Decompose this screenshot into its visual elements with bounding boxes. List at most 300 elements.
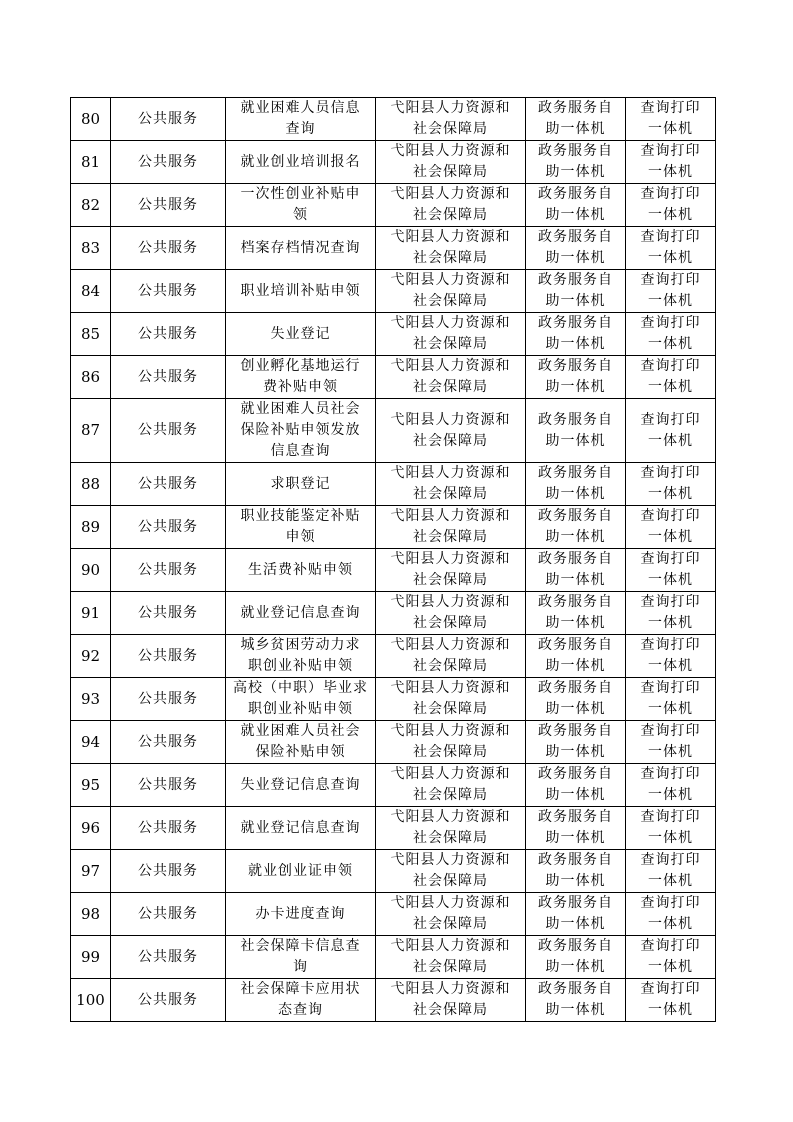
department-cell xyxy=(376,270,526,313)
device-line: 一体机 xyxy=(648,379,693,395)
service-item-cell xyxy=(226,356,376,399)
channel-line: 政务服务自 xyxy=(538,680,613,696)
channel-cell xyxy=(526,721,626,764)
department-line: 社会保障局 xyxy=(413,787,488,803)
channel-cell xyxy=(526,678,626,721)
row-number-cell: 93 xyxy=(71,678,111,721)
category-cell: 公共服务 xyxy=(111,721,226,764)
row-number-cell: 86 xyxy=(71,356,111,399)
device-line: 查询打印 xyxy=(640,229,701,245)
device-line: 一体机 xyxy=(648,164,693,180)
channel-line: 政务服务自 xyxy=(538,766,613,782)
device-line: 查询打印 xyxy=(640,895,701,911)
channel-line: 助一体机 xyxy=(545,959,606,975)
row-number-cell: 85 xyxy=(71,313,111,356)
device-line: 查询打印 xyxy=(640,186,701,202)
department-cell xyxy=(376,98,526,141)
service-item-cell xyxy=(226,506,376,549)
category-cell: 公共服务 xyxy=(111,313,226,356)
department-line: 弋阳县人力资源和 xyxy=(390,229,511,245)
service-item-line: 费补贴申领 xyxy=(263,379,338,395)
department-cell xyxy=(376,184,526,227)
row-number-cell: 81 xyxy=(71,141,111,184)
service-item-cell xyxy=(226,549,376,592)
department-cell xyxy=(376,721,526,764)
channel-cell xyxy=(526,936,626,979)
service-item-line: 态查询 xyxy=(278,1002,323,1018)
department-cell xyxy=(376,678,526,721)
channel-cell xyxy=(526,764,626,807)
service-item-line: 职创业补贴申领 xyxy=(248,658,353,674)
device-cell xyxy=(626,399,716,463)
device-line: 查询打印 xyxy=(640,100,701,116)
device-cell xyxy=(626,678,716,721)
service-item-line: 申领 xyxy=(285,529,316,545)
category-cell: 公共服务 xyxy=(111,399,226,463)
department-line: 社会保障局 xyxy=(413,529,488,545)
channel-line: 助一体机 xyxy=(545,916,606,932)
device-cell xyxy=(626,592,716,635)
service-item-line: 就业困难人员社会 xyxy=(240,401,361,417)
table-body xyxy=(71,98,716,1022)
channel-line: 助一体机 xyxy=(545,336,606,352)
service-item-line: 保险补贴申领 xyxy=(255,744,346,760)
row-number-cell: 89 xyxy=(71,506,111,549)
department-cell xyxy=(376,936,526,979)
channel-cell xyxy=(526,893,626,936)
department-line: 弋阳县人力资源和 xyxy=(390,508,511,524)
department-line: 社会保障局 xyxy=(413,1002,488,1018)
service-item-line: 就业困难人员社会 xyxy=(240,723,361,739)
device-line: 查询打印 xyxy=(640,594,701,610)
device-line: 一体机 xyxy=(648,572,693,588)
channel-line: 政务服务自 xyxy=(538,637,613,653)
department-line: 社会保障局 xyxy=(413,432,488,449)
channel-line: 助一体机 xyxy=(545,1002,606,1018)
category-cell: 公共服务 xyxy=(111,184,226,227)
channel-line: 政务服务自 xyxy=(538,723,613,739)
channel-line: 政务服务自 xyxy=(538,809,613,825)
table-row xyxy=(71,936,716,979)
device-cell xyxy=(626,807,716,850)
service-item-cell xyxy=(226,141,376,184)
service-item-cell xyxy=(226,721,376,764)
service-item-cell xyxy=(226,979,376,1022)
department-cell xyxy=(376,979,526,1022)
department-line: 弋阳县人力资源和 xyxy=(390,680,511,696)
device-line: 查询打印 xyxy=(640,411,701,428)
department-line: 社会保障局 xyxy=(413,959,488,975)
channel-line: 助一体机 xyxy=(545,658,606,674)
table-row xyxy=(71,807,716,850)
table-row xyxy=(71,506,716,549)
row-number-cell: 96 xyxy=(71,807,111,850)
row-number-cell: 82 xyxy=(71,184,111,227)
device-cell xyxy=(626,270,716,313)
channel-line: 政务服务自 xyxy=(538,272,613,288)
channel-line: 政务服务自 xyxy=(538,938,613,954)
table-row xyxy=(71,592,716,635)
device-cell xyxy=(626,635,716,678)
service-item-cell xyxy=(226,313,376,356)
service-item-cell xyxy=(226,399,376,463)
device-line: 查询打印 xyxy=(640,551,701,567)
service-item-cell xyxy=(226,807,376,850)
department-line: 社会保障局 xyxy=(413,916,488,932)
channel-line: 助一体机 xyxy=(545,572,606,588)
service-item-cell xyxy=(226,184,376,227)
department-line: 弋阳县人力资源和 xyxy=(390,637,511,653)
table-row xyxy=(71,98,716,141)
department-cell xyxy=(376,850,526,893)
department-line: 社会保障局 xyxy=(413,293,488,309)
channel-cell xyxy=(526,184,626,227)
service-item-line: 就业困难人员信息 xyxy=(240,100,361,116)
device-line: 一体机 xyxy=(648,250,693,266)
service-item-line: 就业登记信息查询 xyxy=(240,819,361,836)
department-cell xyxy=(376,313,526,356)
channel-line: 政务服务自 xyxy=(538,895,613,911)
service-item-cell xyxy=(226,678,376,721)
row-number-cell: 87 xyxy=(71,399,111,463)
department-cell xyxy=(376,807,526,850)
device-line: 一体机 xyxy=(648,121,693,137)
category-cell: 公共服务 xyxy=(111,807,226,850)
channel-cell xyxy=(526,463,626,506)
department-line: 弋阳县人力资源和 xyxy=(390,895,511,911)
device-line: 一体机 xyxy=(648,744,693,760)
device-line: 查询打印 xyxy=(640,143,701,159)
device-cell xyxy=(626,184,716,227)
channel-line: 政务服务自 xyxy=(538,100,613,116)
department-line: 社会保障局 xyxy=(413,207,488,223)
department-line: 社会保障局 xyxy=(413,701,488,717)
device-line: 一体机 xyxy=(648,658,693,674)
row-number-cell: 98 xyxy=(71,893,111,936)
device-line: 一体机 xyxy=(648,1002,693,1018)
category-cell: 公共服务 xyxy=(111,270,226,313)
service-item-line: 一次性创业补贴申 xyxy=(240,186,361,202)
device-line: 查询打印 xyxy=(640,315,701,331)
service-item-line: 保险补贴申领发放 xyxy=(240,422,361,438)
device-cell xyxy=(626,979,716,1022)
department-line: 社会保障局 xyxy=(413,830,488,846)
table-row xyxy=(71,463,716,506)
table-row xyxy=(71,141,716,184)
department-line: 弋阳县人力资源和 xyxy=(390,852,511,868)
channel-line: 政务服务自 xyxy=(538,229,613,245)
device-cell xyxy=(626,313,716,356)
department-line: 社会保障局 xyxy=(413,658,488,674)
device-cell xyxy=(626,506,716,549)
department-line: 弋阳县人力资源和 xyxy=(390,809,511,825)
category-cell: 公共服务 xyxy=(111,893,226,936)
service-table xyxy=(70,97,716,1022)
category-cell: 公共服务 xyxy=(111,678,226,721)
device-cell xyxy=(626,850,716,893)
department-cell xyxy=(376,463,526,506)
table-row xyxy=(71,549,716,592)
channel-line: 助一体机 xyxy=(545,293,606,309)
service-item-line: 高校（中职）毕业求 xyxy=(233,680,368,696)
device-cell xyxy=(626,549,716,592)
table-row xyxy=(71,184,716,227)
category-cell: 公共服务 xyxy=(111,549,226,592)
device-line: 查询打印 xyxy=(640,938,701,954)
service-item-line: 办卡进度查询 xyxy=(255,905,346,922)
category-cell: 公共服务 xyxy=(111,227,226,270)
channel-cell xyxy=(526,270,626,313)
department-line: 弋阳县人力资源和 xyxy=(390,465,511,481)
device-cell xyxy=(626,893,716,936)
device-line: 一体机 xyxy=(648,787,693,803)
row-number-cell: 91 xyxy=(71,592,111,635)
department-line: 弋阳县人力资源和 xyxy=(390,315,511,331)
category-cell: 公共服务 xyxy=(111,979,226,1022)
department-cell xyxy=(376,592,526,635)
service-item-cell xyxy=(226,592,376,635)
device-line: 一体机 xyxy=(648,432,693,449)
channel-line: 政务服务自 xyxy=(538,143,613,159)
channel-line: 助一体机 xyxy=(545,615,606,631)
service-item-line: 职创业补贴申领 xyxy=(248,701,353,717)
channel-cell xyxy=(526,98,626,141)
department-line: 弋阳县人力资源和 xyxy=(390,551,511,567)
service-item-cell xyxy=(226,850,376,893)
device-line: 查询打印 xyxy=(640,508,701,524)
channel-line: 政务服务自 xyxy=(538,852,613,868)
department-line: 弋阳县人力资源和 xyxy=(390,723,511,739)
channel-line: 助一体机 xyxy=(545,701,606,717)
table-row xyxy=(71,399,716,463)
device-line: 一体机 xyxy=(648,959,693,975)
table-row xyxy=(71,678,716,721)
service-item-cell xyxy=(226,463,376,506)
device-line: 查询打印 xyxy=(640,637,701,653)
category-cell: 公共服务 xyxy=(111,506,226,549)
channel-line: 助一体机 xyxy=(545,207,606,223)
department-line: 社会保障局 xyxy=(413,121,488,137)
service-item-line: 领 xyxy=(293,207,308,223)
channel-line: 助一体机 xyxy=(545,744,606,760)
channel-line: 助一体机 xyxy=(545,432,606,449)
category-cell: 公共服务 xyxy=(111,98,226,141)
service-item-line: 职业培训补贴申领 xyxy=(240,282,361,299)
device-line: 查询打印 xyxy=(640,809,701,825)
channel-line: 政务服务自 xyxy=(538,465,613,481)
table-row xyxy=(71,227,716,270)
department-cell xyxy=(376,356,526,399)
table-row xyxy=(71,893,716,936)
department-cell xyxy=(376,506,526,549)
channel-line: 政务服务自 xyxy=(538,358,613,374)
service-item-cell xyxy=(226,936,376,979)
service-item-line: 社会保障卡信息查 xyxy=(240,938,361,954)
channel-line: 助一体机 xyxy=(545,529,606,545)
device-line: 一体机 xyxy=(648,615,693,631)
service-item-cell xyxy=(226,893,376,936)
device-line: 一体机 xyxy=(648,916,693,932)
service-item-cell xyxy=(226,764,376,807)
channel-line: 助一体机 xyxy=(545,164,606,180)
department-line: 弋阳县人力资源和 xyxy=(390,766,511,782)
department-cell xyxy=(376,227,526,270)
device-line: 查询打印 xyxy=(640,680,701,696)
department-line: 弋阳县人力资源和 xyxy=(390,143,511,159)
service-item-line: 职业技能鉴定补贴 xyxy=(240,508,361,524)
department-line: 社会保障局 xyxy=(413,486,488,502)
table-row xyxy=(71,721,716,764)
department-line: 社会保障局 xyxy=(413,744,488,760)
service-item-line: 失业登记 xyxy=(270,325,331,342)
row-number-cell: 80 xyxy=(71,98,111,141)
channel-line: 助一体机 xyxy=(545,830,606,846)
department-line: 弋阳县人力资源和 xyxy=(390,100,511,116)
table-row xyxy=(71,270,716,313)
service-item-line: 就业创业证申领 xyxy=(248,862,353,879)
service-item-line: 创业孵化基地运行 xyxy=(240,358,361,374)
department-cell xyxy=(376,141,526,184)
department-line: 社会保障局 xyxy=(413,250,488,266)
department-line: 弋阳县人力资源和 xyxy=(390,938,511,954)
category-cell: 公共服务 xyxy=(111,764,226,807)
row-number-cell: 90 xyxy=(71,549,111,592)
channel-cell xyxy=(526,592,626,635)
department-line: 弋阳县人力资源和 xyxy=(390,358,511,374)
device-cell xyxy=(626,721,716,764)
channel-cell xyxy=(526,141,626,184)
device-cell xyxy=(626,141,716,184)
device-cell xyxy=(626,227,716,270)
channel-line: 助一体机 xyxy=(545,787,606,803)
device-line: 查询打印 xyxy=(640,465,701,481)
row-number-cell: 88 xyxy=(71,463,111,506)
channel-cell xyxy=(526,399,626,463)
table-row xyxy=(71,356,716,399)
device-cell xyxy=(626,356,716,399)
device-cell xyxy=(626,463,716,506)
service-item-line: 档案存档情况查询 xyxy=(240,239,361,256)
row-number-cell: 95 xyxy=(71,764,111,807)
channel-line: 政务服务自 xyxy=(538,508,613,524)
channel-cell xyxy=(526,807,626,850)
department-line: 社会保障局 xyxy=(413,336,488,352)
channel-line: 政务服务自 xyxy=(538,981,613,997)
service-item-cell xyxy=(226,98,376,141)
channel-cell xyxy=(526,635,626,678)
channel-line: 政务服务自 xyxy=(538,594,613,610)
department-line: 社会保障局 xyxy=(413,615,488,631)
device-line: 一体机 xyxy=(648,486,693,502)
service-item-line: 询 xyxy=(293,959,308,975)
device-line: 一体机 xyxy=(648,529,693,545)
device-cell xyxy=(626,936,716,979)
device-line: 一体机 xyxy=(648,873,693,889)
category-cell: 公共服务 xyxy=(111,850,226,893)
service-item-line: 社会保障卡应用状 xyxy=(240,981,361,997)
department-line: 弋阳县人力资源和 xyxy=(390,272,511,288)
category-cell: 公共服务 xyxy=(111,463,226,506)
device-line: 一体机 xyxy=(648,293,693,309)
service-item-line: 就业登记信息查询 xyxy=(240,604,361,621)
category-cell: 公共服务 xyxy=(111,356,226,399)
channel-cell xyxy=(526,506,626,549)
channel-line: 助一体机 xyxy=(545,873,606,889)
channel-line: 政务服务自 xyxy=(538,186,613,202)
device-cell xyxy=(626,98,716,141)
channel-cell xyxy=(526,979,626,1022)
category-cell: 公共服务 xyxy=(111,141,226,184)
category-cell: 公共服务 xyxy=(111,592,226,635)
row-number-cell: 94 xyxy=(71,721,111,764)
department-line: 弋阳县人力资源和 xyxy=(390,981,511,997)
department-line: 社会保障局 xyxy=(413,873,488,889)
table-row xyxy=(71,313,716,356)
row-number-cell: 100 xyxy=(71,979,111,1022)
service-item-line: 就业创业培训报名 xyxy=(240,153,361,170)
device-line: 查询打印 xyxy=(640,723,701,739)
channel-line: 政务服务自 xyxy=(538,315,613,331)
device-line: 查询打印 xyxy=(640,981,701,997)
channel-line: 助一体机 xyxy=(545,379,606,395)
department-line: 社会保障局 xyxy=(413,572,488,588)
row-number-cell: 92 xyxy=(71,635,111,678)
service-item-cell xyxy=(226,227,376,270)
department-cell xyxy=(376,549,526,592)
table-row xyxy=(71,979,716,1022)
channel-cell xyxy=(526,356,626,399)
row-number-cell: 97 xyxy=(71,850,111,893)
department-line: 弋阳县人力资源和 xyxy=(390,186,511,202)
channel-line: 助一体机 xyxy=(545,121,606,137)
department-cell xyxy=(376,764,526,807)
device-line: 查询打印 xyxy=(640,852,701,868)
department-cell xyxy=(376,893,526,936)
channel-line: 政务服务自 xyxy=(538,411,613,428)
row-number-cell: 84 xyxy=(71,270,111,313)
category-cell: 公共服务 xyxy=(111,936,226,979)
department-line: 弋阳县人力资源和 xyxy=(390,594,511,610)
table-row xyxy=(71,635,716,678)
department-line: 社会保障局 xyxy=(413,379,488,395)
device-line: 一体机 xyxy=(648,701,693,717)
row-number-cell: 83 xyxy=(71,227,111,270)
channel-line: 政务服务自 xyxy=(538,551,613,567)
channel-line: 助一体机 xyxy=(545,486,606,502)
row-number-cell: 99 xyxy=(71,936,111,979)
service-item-cell xyxy=(226,270,376,313)
device-line: 一体机 xyxy=(648,830,693,846)
device-line: 查询打印 xyxy=(640,766,701,782)
department-line: 社会保障局 xyxy=(413,164,488,180)
channel-cell xyxy=(526,313,626,356)
department-cell xyxy=(376,635,526,678)
channel-cell xyxy=(526,549,626,592)
channel-line: 助一体机 xyxy=(545,250,606,266)
service-item-line: 求职登记 xyxy=(270,475,331,492)
service-item-line: 城乡贫困劳动力求 xyxy=(240,637,361,653)
service-item-cell xyxy=(226,635,376,678)
department-line: 弋阳县人力资源和 xyxy=(390,411,511,428)
table-row xyxy=(71,850,716,893)
channel-cell xyxy=(526,227,626,270)
device-line: 查询打印 xyxy=(640,358,701,374)
device-cell xyxy=(626,764,716,807)
device-line: 查询打印 xyxy=(640,272,701,288)
device-line: 一体机 xyxy=(648,207,693,223)
service-item-line: 生活费补贴申领 xyxy=(248,561,353,578)
department-cell xyxy=(376,399,526,463)
